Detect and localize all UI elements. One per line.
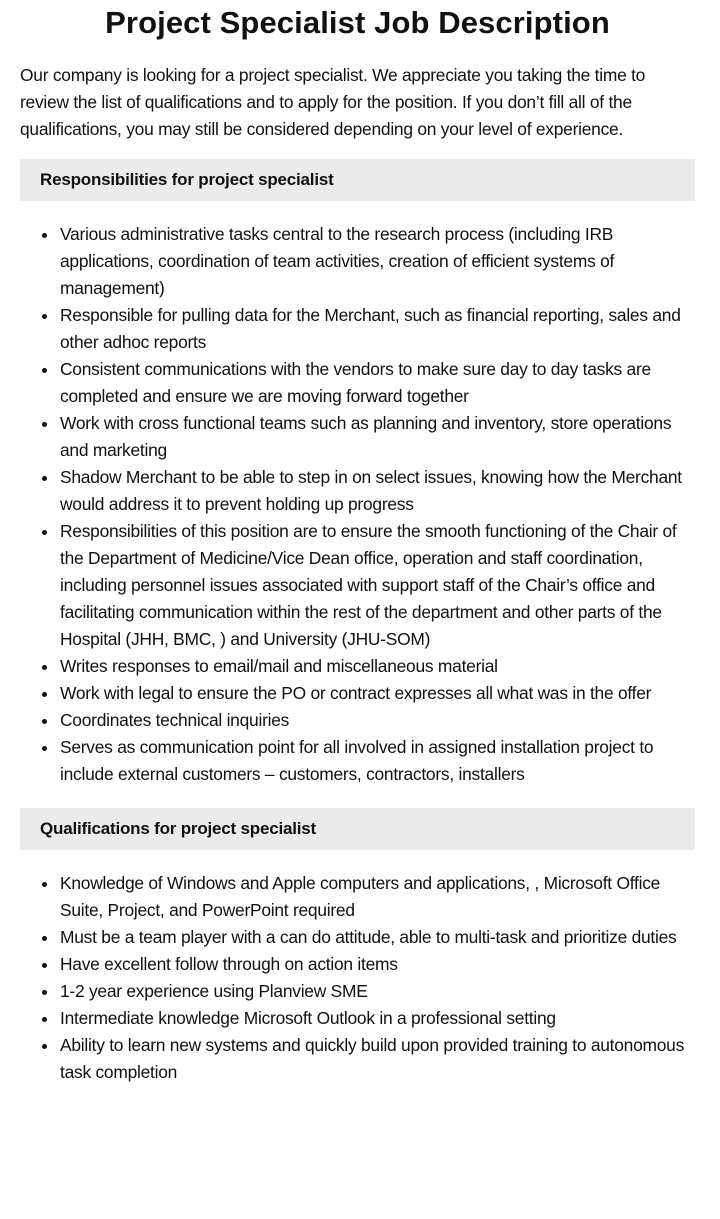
section-heading-responsibilities: Responsibilities for project specialist — [20, 159, 695, 201]
list-item: Have excellent follow through on action items — [60, 951, 695, 978]
list-item: Work with legal to ensure the PO or contract expresses all what was in the offer — [60, 680, 695, 707]
qualifications-section — [20, 808, 695, 1086]
list-item: Responsibilities of this position are to ensure the smooth functioning of the Chair of the Department of Medicine/Vice Dean office, operation and staff coordination, including personnel issues associated with support staff of the Chair’s office and facilitating communication within the rest of the department and other parts of the Hospital (JHH, BMC, ) and University (JHU-SOM) — [60, 518, 695, 653]
list-item: 1-2 year experience using Planview SME — [60, 978, 695, 1005]
list-item: Shadow Merchant to be able to step in on select issues, knowing how the Merchant would address it to prevent holding up progress — [60, 464, 695, 518]
page-title: Project Specialist Job Description — [105, 5, 610, 40]
list-item: Work with cross functional teams such as planning and inventory, store operations and marketing — [60, 410, 695, 464]
list-item: Ability to learn new systems and quickly build upon provided training to autonomous task completion — [60, 1032, 695, 1086]
list-item: Various administrative tasks central to the research process (including IRB applications, coordination of team activities, creation of efficient systems of management) — [60, 221, 695, 302]
list-item: Consistent communications with the vendors to make sure day to day tasks are completed and ensure we are moving forward together — [60, 356, 695, 410]
list-item: Coordinates technical inquiries — [60, 707, 695, 734]
list-item: Knowledge of Windows and Apple computers and applications, , Microsoft Office Suite, Project, and PowerPoint required — [60, 870, 695, 924]
list-item: Serves as communication point for all involved in assigned installation project to include external customers – customers, contractors, installers — [60, 734, 695, 788]
list-item: Writes responses to email/mail and miscellaneous material — [60, 653, 695, 680]
responsibilities-section — [20, 159, 695, 788]
list-item: Responsible for pulling data for the Merchant, such as financial reporting, sales and other adhoc reports — [60, 302, 695, 356]
responsibilities-list — [20, 221, 695, 788]
section-heading-qualifications: Qualifications for project specialist — [20, 808, 695, 850]
list-item: Must be a team player with a can do attitude, able to multi-task and prioritize duties — [60, 924, 695, 951]
qualifications-list — [20, 870, 695, 1086]
list-item: Intermediate knowledge Microsoft Outlook in a professional setting — [60, 1005, 695, 1032]
intro-paragraph: Our company is looking for a project specialist. We appreciate you taking the time to review the list of qualifications and to apply for the position. If you don’t fill all of the qualifications, you may still be considered depending on your level of experience. — [20, 65, 646, 139]
